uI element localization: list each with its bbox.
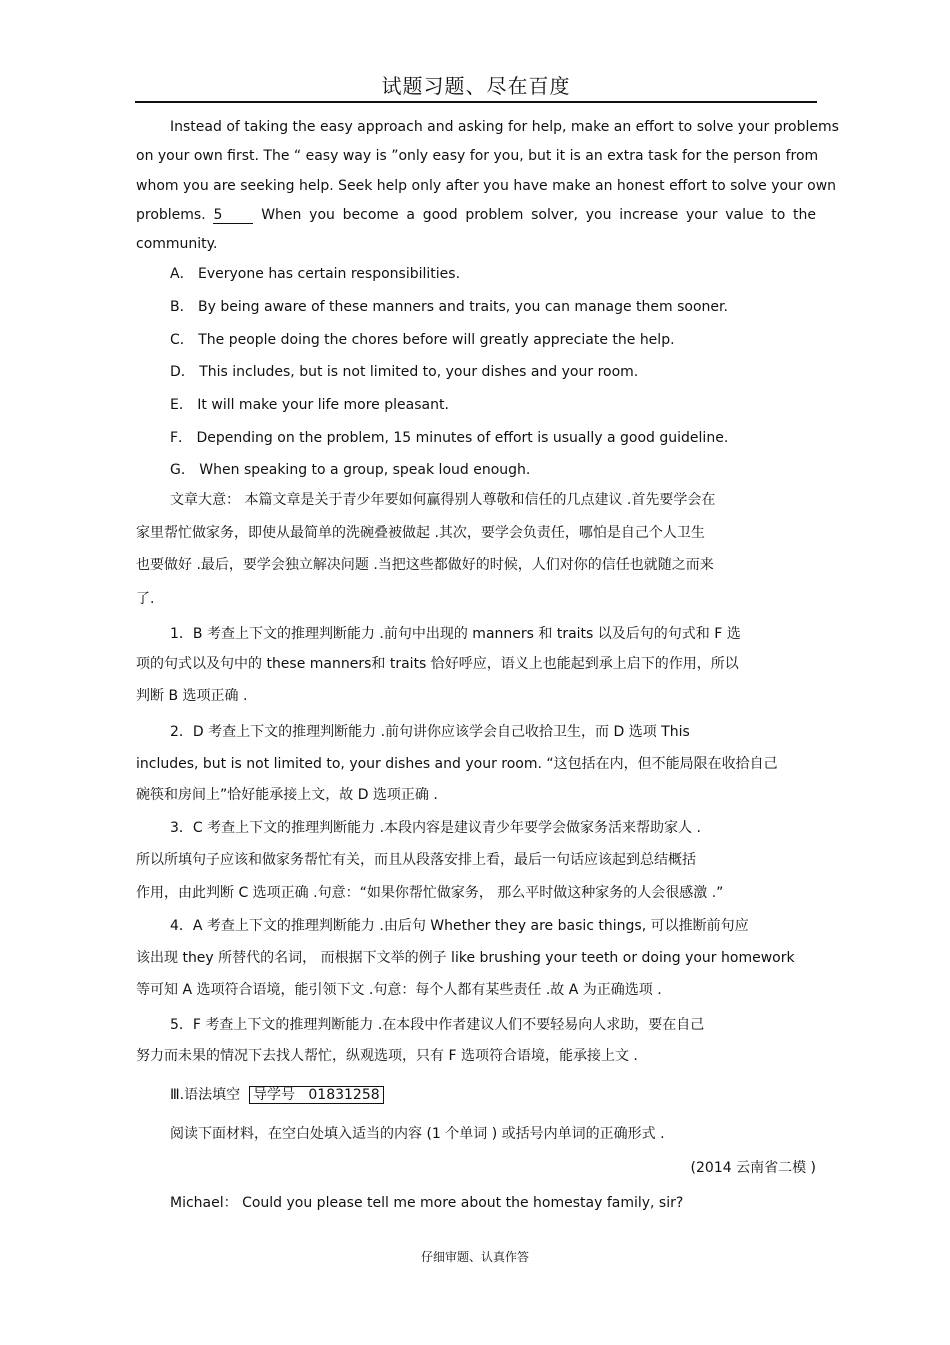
explanation-line: 2．D 考查上下文的推理判断能力 .前句讲你应该学会自己收拾卫生，而 D 选项 This bbox=[170, 724, 690, 740]
passage-line-with-blank bbox=[136, 206, 816, 224]
explanation-line: 所以所填句子应该和做家务帮忙有关，而且从段落安排上看，最后一句话应该起到总结概括 bbox=[136, 852, 696, 868]
option-item: C． The people doing the chores before will greatly appreciate the help. bbox=[170, 332, 675, 348]
option-item: F． Depending on the problem, 15 minutes of effort is usually a good guideline. bbox=[170, 430, 729, 446]
summary-line: 家里帮忙做家务，即使从最简单的洗碗叠被做起 .其次，要学会负责任，哪怕是自己个人卫生 bbox=[136, 525, 705, 541]
answer-blank-5: 5 bbox=[213, 208, 253, 224]
explanation-line: 3．C 考查上下文的推理判断能力 .本段内容是建议青少年要学会做家务活来帮助家人 . bbox=[170, 820, 701, 836]
section-instruction: 阅读下面材料，在空白处填入适当的内容 (1 个单词 ) 或括号内单词的正确形式 . bbox=[170, 1126, 665, 1142]
dialogue-line: Michael： Could you please tell me more about the homestay family, sir? bbox=[170, 1195, 684, 1211]
explanation-line: 判断 B 选项正确 . bbox=[136, 688, 248, 704]
summary-line: 文章大意： 本篇文章是关于青少年要如何赢得别人尊敬和信任的几点建议 .首先要学会在 bbox=[170, 492, 716, 508]
option-item: B． By being aware of these manners and traits, you can manage them sooner. bbox=[170, 299, 728, 315]
guide-label: 导学号 bbox=[253, 1087, 296, 1103]
summary-line: 了. bbox=[136, 591, 155, 607]
guide-number-box bbox=[249, 1086, 384, 1104]
option-item: D． This includes, but is not limited to, your dishes and your room. bbox=[170, 364, 639, 380]
explanation-line: 5．F 考查上下文的推理判断能力 .在本段中作者建议人们不要轻易向人求助，要在自己 bbox=[170, 1017, 705, 1033]
passage-line: community. bbox=[136, 236, 218, 252]
passage-line: whom you are seeking help. Seek help only after you have make an honest effort to solve your own bbox=[136, 178, 837, 194]
source-note: (2014 云南省二模 ) bbox=[690, 1160, 816, 1176]
option-item: A． Everyone has certain responsibilities. bbox=[170, 266, 461, 282]
explanation-line: includes, but is not limited to, your dishes and your room. “这包括在内，但不能局限在收拾自己 bbox=[136, 756, 778, 772]
explanation-line: 碗筷和房间上”恰好能承接上文，故 D 选项正确 . bbox=[136, 787, 438, 803]
passage-text: When you become a good problem solver, you increase your value to the bbox=[253, 207, 816, 223]
option-item: G． When speaking to a group, speak loud enough. bbox=[170, 462, 531, 478]
passage-line: Instead of taking the easy approach and asking for help, make an effort to solve your problems bbox=[170, 119, 839, 135]
option-item: E． It will make your life more pleasant. bbox=[170, 397, 449, 413]
page-footer: 仔细审题、认真作答 bbox=[420, 1250, 529, 1264]
section-title: Ⅲ.语法填空 bbox=[170, 1087, 241, 1103]
explanation-line: 作用，由此判断 C 选项正确 .句意：“如果你帮忙做家务， 那么平时做这种家务的人会很感激 .” bbox=[136, 885, 724, 901]
summary-line: 也要做好 .最后，要学会独立解决问题 .当把这些都做好的时候，人们对你的信任也就随之而来 bbox=[136, 557, 714, 573]
guide-number: 01831258 bbox=[308, 1087, 380, 1103]
explanation-line: 努力而未果的情况下去找人帮忙，纵观选项，只有 F 选项符合语境，能承接上文 . bbox=[136, 1048, 638, 1064]
explanation-line: 4．A 考查上下文的推理判断能力 .由后句 Whether they are basic things, 可以推断前句应 bbox=[170, 918, 749, 934]
explanation-line: 该出现 they 所替代的名词， 而根据下文举的例子 like brushing your teeth or doing your homework bbox=[136, 950, 795, 966]
explanation-line: 1．B 考查上下文的推理判断能力 .前句中出现的 manners 和 traits 以及后句的句式和 F 选 bbox=[170, 626, 741, 642]
page-title: 试题习题、尽在百度 bbox=[381, 74, 571, 98]
explanation-line: 项的句式以及句中的 these manners和 traits 恰好呼应，语义上也能起到承上启下的作用，所以 bbox=[136, 656, 739, 672]
passage-text: problems. bbox=[136, 207, 214, 223]
passage-line: on your own first. The “ easy way is ”only easy for you, but it is an extra task for the person from bbox=[136, 148, 819, 164]
explanation-line: 等可知 A 选项符合语境，能引领下文 .句意：每个人都有某些责任 .故 A 为正确选项 . bbox=[136, 982, 662, 998]
section-heading bbox=[170, 1086, 816, 1104]
header-rule bbox=[135, 101, 817, 103]
